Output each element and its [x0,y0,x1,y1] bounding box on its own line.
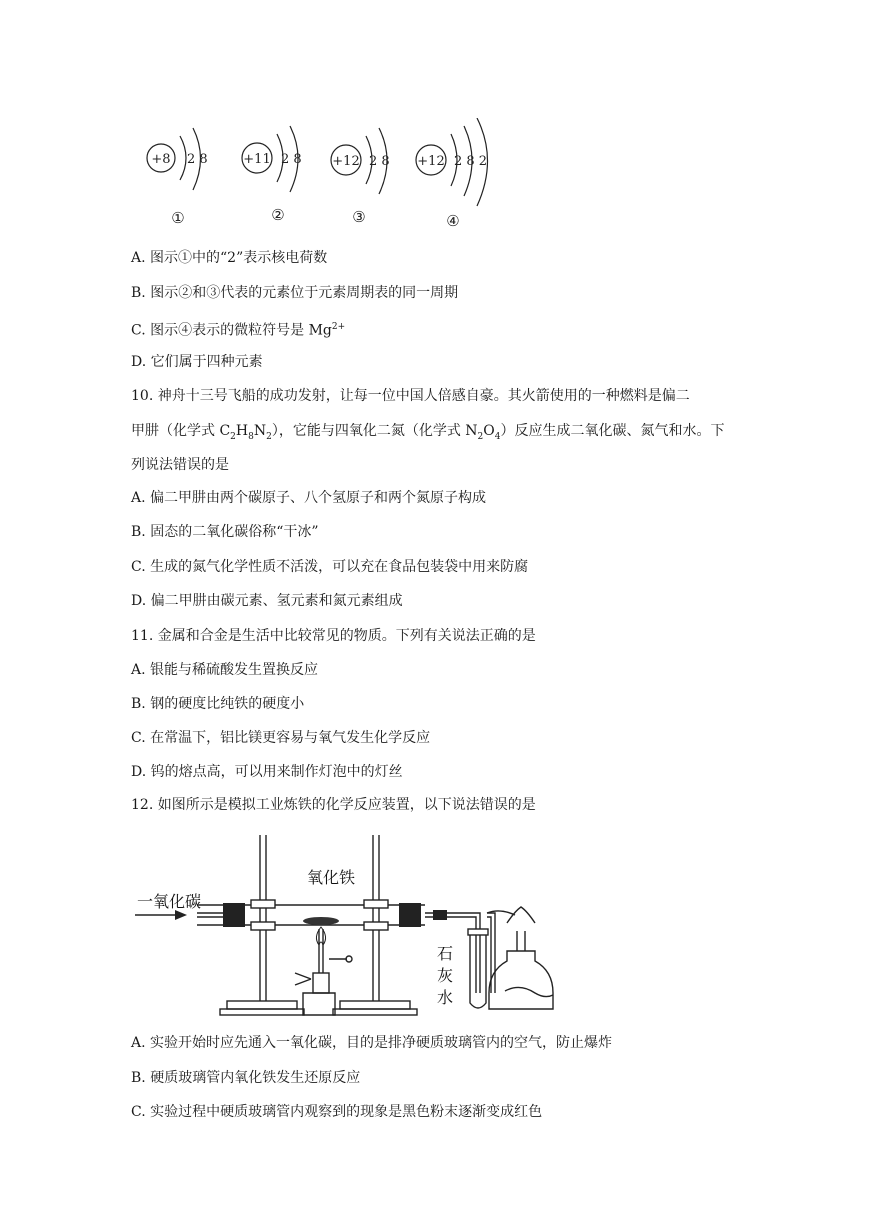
q10-text: O [483,423,495,439]
q10-option-c: C. 生成的氮气化学性质不活泼，可以充在食品包装袋中用来防腐 [131,559,529,575]
atom-1-electrons: 2 8 [187,152,208,167]
q9-option-c [131,317,345,341]
formula-subscript: 4 [494,431,501,442]
q10-option-a: A. 偏二甲肼由两个碳原子、八个氢原子和两个氮原子构成 [131,490,487,506]
q10-stem-line-3: 列说法错误的是 [131,457,229,473]
q11-option-d: D. 钨的熔点高，可以用来制作灯泡中的灯丝 [131,764,403,780]
atom-3-nucleus: +12 [332,154,360,169]
limewater-label-2: 灰 [437,966,454,985]
formula-subscript: 8 [248,431,254,442]
atom-2-electrons: 2 8 [281,152,302,167]
flame-icon [316,927,325,945]
q11-option-a: A. 银能与稀硫酸发生置换反应 [131,662,319,678]
q11-option-b: B. 钢的硬度比纯铁的硬度小 [131,696,305,712]
limewater-label-1: 石 [437,944,454,963]
atom-1-nucleus: +8 [151,152,171,167]
formula-subscript: 2 [266,431,272,442]
q12-option-c: C. 实验过程中硬质玻璃管内观察到的现象是黑色粉末逐渐变成红色 [131,1104,543,1120]
atom-4-label: ④ [446,212,460,230]
q9-option-c-text: C. 图示④表示的微粒符号是 Mg [131,322,332,339]
charge-superscript: 2+ [331,322,346,332]
q12-stem: 12. 如图所示是模拟工业炼铁的化学反应装置，以下说法错误的是 [131,797,536,813]
q9-option-b: B. 图示②和③代表的元素位于元素周期表的同一周期 [131,285,459,301]
atom-2-nucleus: +11 [243,152,271,167]
formula-subscript: 2 [230,431,236,442]
q10-text: 甲肼（化学式 C [131,423,231,439]
q10-text: N [253,423,267,439]
limewater-label-3: 水 [437,988,454,1007]
iron-oxide-label: 氧化铁 [307,868,356,887]
q10-text: ）反应生成二氧化碳、氮气和水。下 [500,423,725,439]
q11-option-c: C. 在常温下，铝比镁更容易与氧气发生化学反应 [131,730,431,746]
arrow-right-icon [175,910,187,920]
iron-oxide-powder [303,917,339,925]
atom-3-electrons: 2 8 [369,154,390,169]
q10-stem-line-2 [131,421,725,447]
atom-structure-diagrams [140,118,520,230]
formula-subscript: 2 [477,431,484,442]
q10-option-d: D. 偏二甲肼由碳元素、氢元素和氮元素组成 [131,593,403,609]
iron-smelting-apparatus [135,833,555,1018]
electron-shell-arc [180,136,186,180]
atom-1-label: ① [171,209,185,227]
q10-stem-line-1: 10. 神舟十三号飞船的成功发射，让每一位中国人倍感自豪。其火箭使用的一种燃料是偏二 [131,388,690,404]
q11-stem: 11. 金属和合金是生活中比较常见的物质。下列有关说法正确的是 [131,628,536,644]
co-label: 一氧化碳 [137,892,202,911]
atom-2-label: ② [271,206,285,224]
q10-option-b: B. 固态的二氧化碳俗称“干冰” [131,524,319,540]
q9-option-a: A. 图示①中的“2”表示核电荷数 [131,250,328,266]
q9-option-d: D. 它们属于四种元素 [131,354,263,370]
q12-option-b: B. 硬质玻璃管内氧化铁发生还原反应 [131,1070,361,1086]
atom-4-electrons: 2 8 2 [454,154,488,169]
q10-text: ），它能与四氧化二氮（化学式 N [271,423,478,439]
q12-option-a: A. 实验开始时应先通入一氧化碳，目的是排净硬质玻璃管内的空气，防止爆炸 [131,1035,613,1051]
atom-3-label: ③ [352,208,366,226]
q10-text: H [235,423,249,439]
atom-4-nucleus: +12 [417,154,445,169]
